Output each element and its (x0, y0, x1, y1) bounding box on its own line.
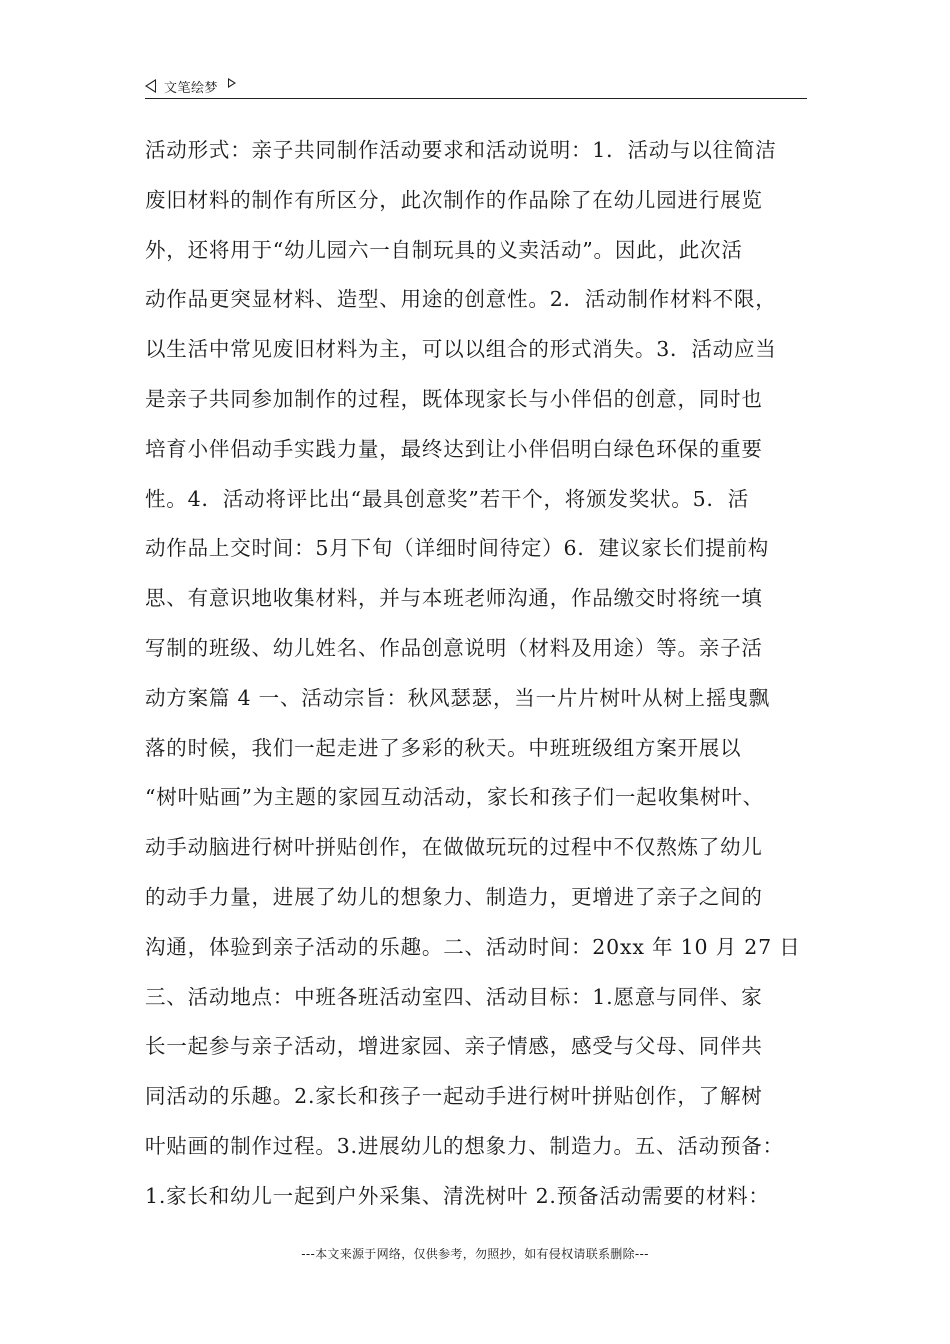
body-line: 三、活动地点：中班各班活动室四、活动目标：1.愿意与同伴、家 (145, 984, 763, 1009)
body-line: 同活动的乐趣。2.家长和孩子一起动手进行树叶拼贴创作，了解树 (145, 1084, 763, 1109)
document-body (145, 126, 810, 1222)
body-line: 叶贴画的制作过程。3.进展幼儿的想象力、制造力。五、活动预备： (145, 1133, 784, 1158)
body-line: “树叶贴画”为主题的家园互动活动，家长和孩子们一起收集树叶、 (145, 785, 764, 810)
body-line: 动作品更突显材料、造型、用途的创意性。2．活动制作材料不限， (145, 287, 777, 312)
body-line: 以生活中常见废旧材料为主，可以以组合的形式消失。3．活动应当 (145, 337, 777, 362)
body-line: 沟通，体验到亲子活动的乐趣。二、活动时间：20xx 年 10 月 27 日 (145, 934, 801, 959)
body-line: 动手动脑进行树叶拼贴创作，在做做玩玩的过程中不仅熬炼了幼儿 (145, 835, 763, 860)
right-triangle-icon (228, 78, 236, 88)
page-header (145, 74, 807, 99)
body-line: 写制的班级、幼儿姓名、作品创意说明（材料及用途）等。亲子活 (145, 635, 763, 660)
body-line: 落的时候，我们一起走进了多彩的秋天。中班班级组方案开展以 (145, 735, 742, 760)
body-line: 活动形式：亲子共同制作活动要求和活动说明：1．活动与以往简洁 (145, 138, 777, 162)
body-line: 1.家长和幼儿一起到户外采集、清洗树叶 2.预备活动需要的材料： (145, 1183, 770, 1208)
body-line: 培育小伴侣动手实践力量，最终达到让小伴侣明白绿色环保的重要 (145, 436, 763, 461)
body-line: 性。4．活动将评比出“最具创意奖”若干个，将颁发奖状。5．活 (145, 486, 750, 511)
body-line: 是亲子共同参加制作的过程，既体现家长与小伴侣的创意，同时也 (145, 386, 763, 411)
left-triangle-icon (145, 79, 156, 93)
body-line: 外，还将用于“幼儿园六一自制玩具的义卖活动”。因此，此次活 (145, 237, 743, 262)
body-line: 动作品上交时间：5月下旬（详细时间待定）6．建议家长们提前构 (145, 536, 770, 561)
body-line: 思、有意识地收集材料，并与本班老师沟通，作品缴交时将统一填 (145, 586, 763, 611)
body-line: 的动手力量，进展了幼儿的想象力、制造力，更增进了亲子之间的 (145, 884, 763, 909)
body-line: 废旧材料的制作有所区分，此次制作的作品除了在幼儿园进行展览 (145, 187, 763, 212)
header-title: 文笔绘梦 (164, 80, 219, 96)
page-footer: ---本文来源于网络，仅供参考，勿照抄，如有侵权请联系删除--- (301, 1247, 649, 1261)
body-line: 动方案篇 4 一、活动宗旨：秋风瑟瑟，当一片片树叶从树上摇曳飘 (145, 685, 770, 710)
body-line: 长一起参与亲子活动，增进家园、亲子情感，感受与父母、同伴共 (145, 1034, 763, 1059)
